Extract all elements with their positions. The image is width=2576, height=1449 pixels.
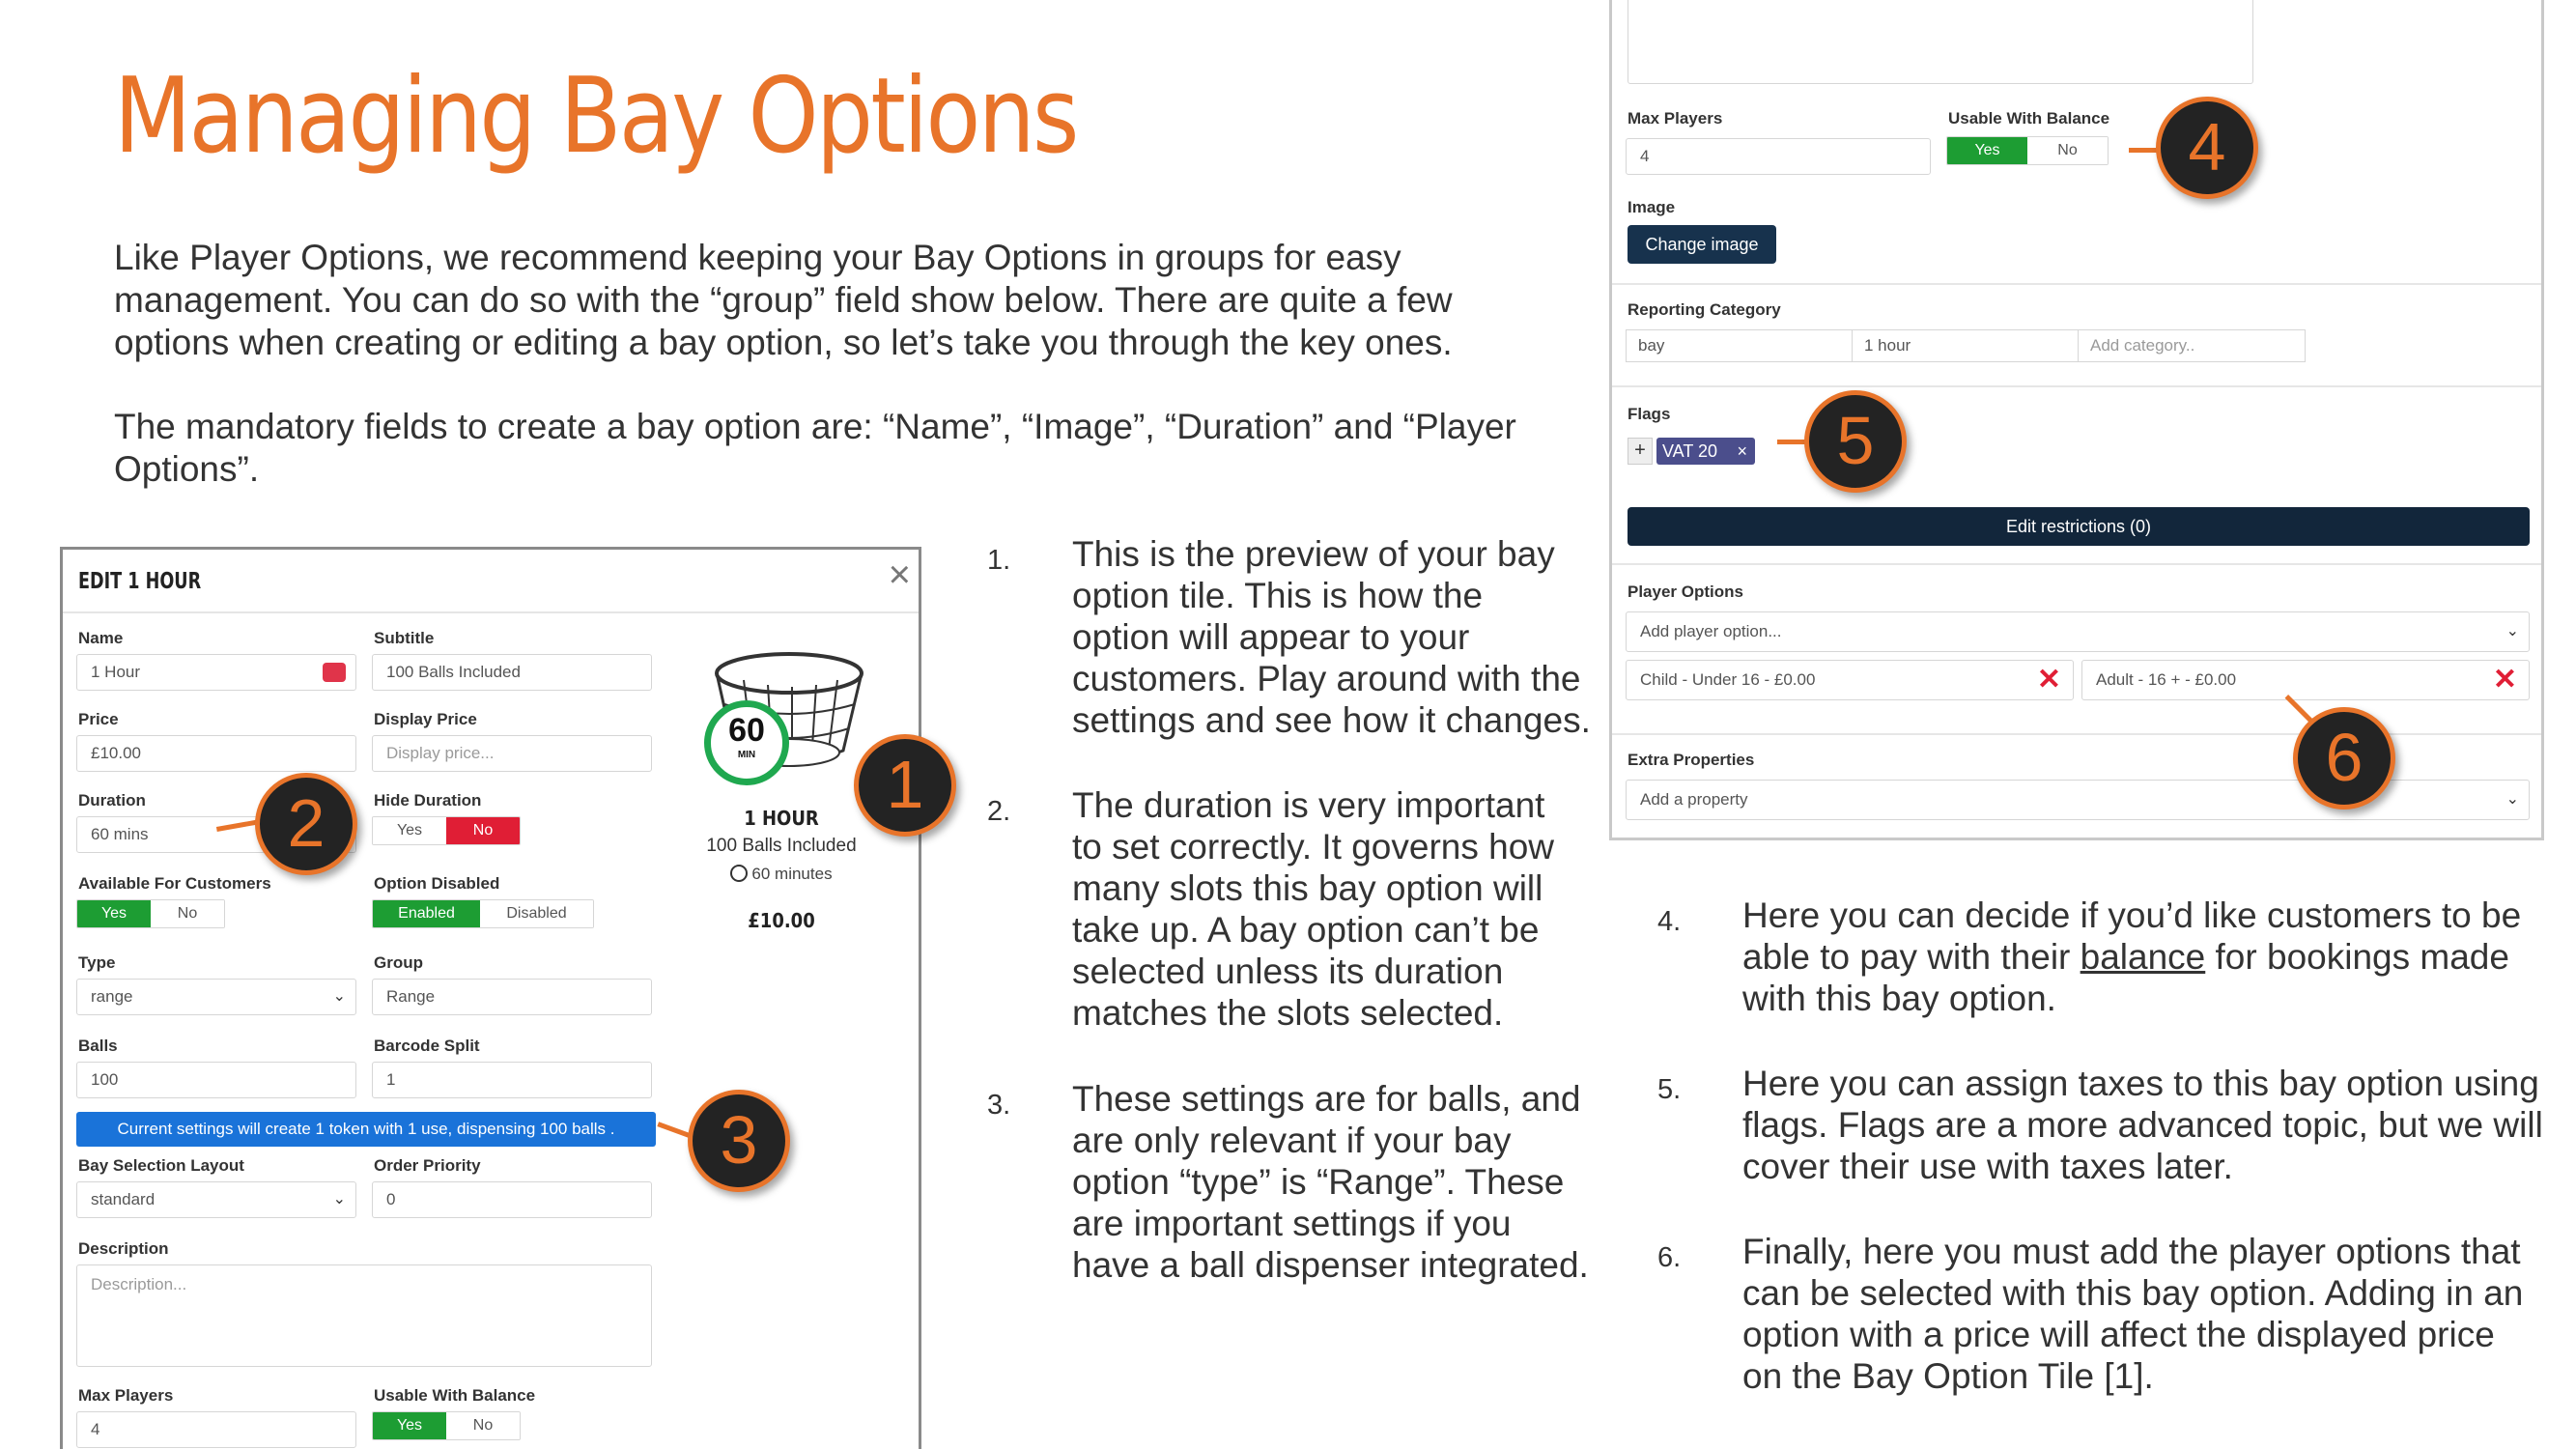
list-line: are only relevant if your bay	[1072, 1121, 1512, 1160]
list-item-3	[1072, 1078, 1589, 1286]
remove-icon[interactable]: ✕	[2492, 664, 2517, 696]
max-players-label: Max Players	[1628, 109, 1723, 128]
hide-duration-yes[interactable]: Yes	[373, 817, 446, 844]
player-option-chip-adult	[2081, 660, 2530, 700]
player-option-text: Child - Under 16 - £0.00	[1640, 670, 1816, 689]
name-value: 1 Hour	[91, 663, 141, 681]
list-item-4	[1742, 895, 2521, 1019]
display-price-label: Display Price	[374, 710, 477, 728]
section-divider	[1612, 283, 2541, 285]
chevron-down-icon: ⌄	[2505, 791, 2519, 808]
edit-restrictions-button[interactable]: Edit restrictions (0)	[1628, 507, 2530, 546]
list-text: able to pay with their	[1742, 937, 2081, 977]
chevron-down-icon: ⌄	[332, 1191, 346, 1208]
intro-paragraph-2	[114, 406, 1543, 491]
player-option-chip-child	[1626, 660, 2074, 700]
list-line: The duration is very important	[1072, 785, 1545, 825]
list-number: 5.	[1657, 1074, 1682, 1105]
add-property-select[interactable]	[1626, 780, 2530, 820]
list-number: 3.	[987, 1090, 1011, 1121]
section-divider	[1612, 563, 2541, 565]
list-number: 6.	[1657, 1242, 1682, 1273]
type-label: Type	[78, 953, 116, 972]
clock-icon	[730, 865, 748, 882]
intro-line: Like Player Options, we recommend keeping your Bay Options in groups for easy	[114, 238, 1401, 277]
list-line: This is the preview of your bay	[1072, 534, 1555, 574]
group-label: Group	[374, 953, 423, 972]
intro-line: management. You can do so with the “group” field show below. There are quite a few	[114, 280, 1453, 320]
list-number: 4.	[1657, 906, 1682, 937]
tile-subtitle: 100 Balls Included	[706, 836, 857, 856]
enabled-option[interactable]: Enabled	[373, 900, 480, 927]
remove-flag-icon[interactable]: ×	[1737, 441, 1747, 461]
change-image-button[interactable]: Change image	[1628, 225, 1776, 264]
intro-line: options when creating or editing a bay option, so let’s take you through the key ones.	[114, 323, 1453, 362]
balance-link[interactable]: balance	[2080, 937, 2206, 977]
max-players-input[interactable]: 4	[1626, 138, 1931, 175]
available-label: Available For Customers	[78, 874, 271, 893]
layout-value: standard	[91, 1190, 156, 1208]
list-line: cover their use with taxes later.	[1742, 1147, 2233, 1186]
subtitle-input[interactable]: 100 Balls Included	[372, 654, 652, 691]
tile-duration	[685, 865, 878, 884]
list-line: settings and see how it changes.	[1072, 700, 1591, 740]
barcode-split-input[interactable]: 1	[372, 1062, 652, 1098]
section-divider	[1612, 385, 2541, 387]
balance-no[interactable]: No	[2027, 137, 2108, 164]
option-disabled-toggle	[372, 899, 594, 928]
intro-paragraph-1	[114, 237, 1543, 364]
price-input[interactable]: £10.00	[76, 735, 356, 772]
tile-name: 1 HOUR	[744, 807, 819, 830]
player-options-label: Player Options	[1628, 582, 1743, 601]
player-option-text: Adult - 16 + - £0.00	[2096, 670, 2237, 689]
callout-2: 2	[255, 773, 357, 875]
section-divider	[1612, 733, 2541, 735]
callout-3: 3	[688, 1090, 790, 1192]
duration-label: Duration	[78, 791, 146, 810]
list-line: are important settings if you	[1072, 1204, 1512, 1243]
list-line: Finally, here you must add the player options that	[1742, 1232, 2521, 1271]
chevron-down-icon: ⌄	[2505, 623, 2519, 639]
balance-toggle	[372, 1411, 521, 1440]
list-line: Here you can assign taxes to this bay option using	[1742, 1064, 2539, 1103]
add-flag-button[interactable]: +	[1628, 438, 1653, 465]
list-line: on the Bay Option Tile [1].	[1742, 1356, 2154, 1396]
balance-yes[interactable]: Yes	[373, 1412, 446, 1439]
callout-1: 1	[854, 734, 956, 837]
flag-tag	[1656, 438, 1755, 465]
priority-label: Order Priority	[374, 1156, 481, 1175]
add-category-input[interactable]: Add category..	[2078, 329, 2306, 362]
available-yes[interactable]: Yes	[77, 900, 151, 927]
list-line: many slots this bay option will	[1072, 868, 1543, 908]
duration-badge	[704, 700, 789, 785]
callout-6: 6	[2293, 707, 2395, 810]
option-disabled-label: Option Disabled	[374, 874, 500, 893]
balance-label: Usable With Balance	[374, 1386, 536, 1405]
priority-input[interactable]: 0	[372, 1181, 652, 1218]
tile-price: £10.00	[748, 909, 815, 932]
balance-toggle	[1946, 136, 2109, 165]
name-label: Name	[78, 629, 124, 647]
list-item-1	[1072, 533, 1591, 741]
subtitle-label: Subtitle	[374, 629, 435, 647]
description-textarea[interactable]: Description...	[76, 1264, 652, 1367]
list-item-5	[1742, 1063, 2543, 1187]
list-line: option will appear to your	[1072, 617, 1470, 657]
dialog-divider	[63, 611, 919, 613]
hide-duration-no[interactable]: No	[446, 817, 520, 844]
max-players-input[interactable]: 4	[76, 1411, 356, 1448]
description-label: Description	[78, 1239, 169, 1258]
type-value: range	[91, 987, 133, 1006]
add-property-text: Add a property	[1640, 790, 1748, 809]
barcode-split-label: Barcode Split	[374, 1037, 480, 1055]
intro-line: Options”.	[114, 449, 260, 489]
intro-line: The mandatory fields to create a bay option are: “Name”, “Image”, “Duration” and “Player	[114, 407, 1516, 446]
list-line: customers. Play around with the	[1072, 659, 1581, 698]
list-line: to set correctly. It governs how	[1072, 827, 1555, 867]
price-label: Price	[78, 710, 119, 728]
type-select[interactable]	[76, 979, 356, 1015]
close-icon[interactable]: ×	[888, 554, 911, 596]
list-number: 2.	[987, 796, 1011, 827]
remove-icon[interactable]: ✕	[2036, 664, 2061, 696]
list-line	[1742, 936, 2521, 978]
hide-duration-label: Hide Duration	[374, 791, 482, 810]
hide-duration-toggle	[372, 816, 521, 845]
token-info-bar: Current settings will create 1 token with 1 use, dispensing 100 balls .	[76, 1112, 656, 1147]
description-textarea-top[interactable]	[1628, 0, 2253, 84]
disabled-option[interactable]: Disabled	[480, 900, 593, 927]
badge-number: 60	[728, 712, 765, 749]
list-item-2	[1072, 784, 1554, 1034]
balls-label: Balls	[78, 1037, 118, 1055]
layout-select[interactable]	[76, 1181, 356, 1218]
display-price-input[interactable]: Display price...	[372, 735, 652, 772]
list-line: matches the slots selected.	[1072, 993, 1504, 1033]
list-line: Here you can decide if you’d like customers to be	[1742, 895, 2522, 935]
balance-yes[interactable]: Yes	[1947, 137, 2027, 164]
list-number: 1.	[987, 545, 1011, 576]
list-text: for bookings made	[2205, 937, 2509, 977]
available-no[interactable]: No	[151, 900, 224, 927]
add-player-option-text: Add player option...	[1640, 622, 1782, 640]
list-line: option with a price will affect the displayed price	[1742, 1315, 2495, 1354]
group-input[interactable]: Range	[372, 979, 652, 1015]
edit-bay-option-dialog	[60, 547, 921, 1449]
category-tag-bay[interactable]: bay	[1626, 329, 1854, 362]
available-toggle	[76, 899, 225, 928]
list-line: flags. Flags are a more advanced topic, but we will	[1742, 1105, 2543, 1145]
list-line: with this bay option.	[1742, 979, 2056, 1018]
category-tag-hour[interactable]: 1 hour	[1852, 329, 2080, 362]
dialog-title: EDIT 1 HOUR	[78, 569, 202, 594]
list-line: option tile. This is how the	[1072, 576, 1484, 615]
list-line: take up. A bay option can’t be	[1072, 910, 1540, 950]
list-line: selected unless its duration	[1072, 952, 1504, 991]
list-line: can be selected with this bay option. Adding in an	[1742, 1273, 2524, 1313]
max-players-label: Max Players	[78, 1386, 174, 1405]
add-player-option-select[interactable]	[1626, 611, 2530, 652]
extra-properties-label: Extra Properties	[1628, 751, 1755, 769]
balance-no[interactable]: No	[446, 1412, 520, 1439]
list-line: have a ball dispenser integrated.	[1072, 1245, 1589, 1285]
tile-duration-text: 60 minutes	[751, 865, 833, 883]
list-item-6	[1742, 1231, 2523, 1397]
bay-option-settings-panel	[1609, 0, 2544, 840]
chevron-down-icon: ⌄	[332, 988, 346, 1005]
balance-label: Usable With Balance	[1948, 109, 2110, 128]
layout-label: Bay Selection Layout	[78, 1156, 244, 1175]
flags-label: Flags	[1628, 405, 1671, 423]
image-label: Image	[1628, 198, 1676, 216]
badge-unit: MIN	[737, 750, 756, 760]
name-input[interactable]	[76, 654, 356, 691]
password-manager-icon[interactable]	[323, 663, 346, 682]
balls-input[interactable]: 100	[76, 1062, 356, 1098]
callout-4: 4	[2156, 97, 2258, 199]
list-line: option “type” is “Range”. These	[1072, 1162, 1565, 1202]
reporting-category-label: Reporting Category	[1628, 300, 1781, 319]
list-line: These settings are for balls, and	[1072, 1079, 1581, 1119]
duration-input[interactable]: 60 mins	[76, 816, 356, 853]
callout-5: 5	[1804, 390, 1907, 493]
page-title: Managing Bay Options	[114, 56, 1077, 177]
flag-tag-label: VAT 20	[1662, 441, 1718, 461]
